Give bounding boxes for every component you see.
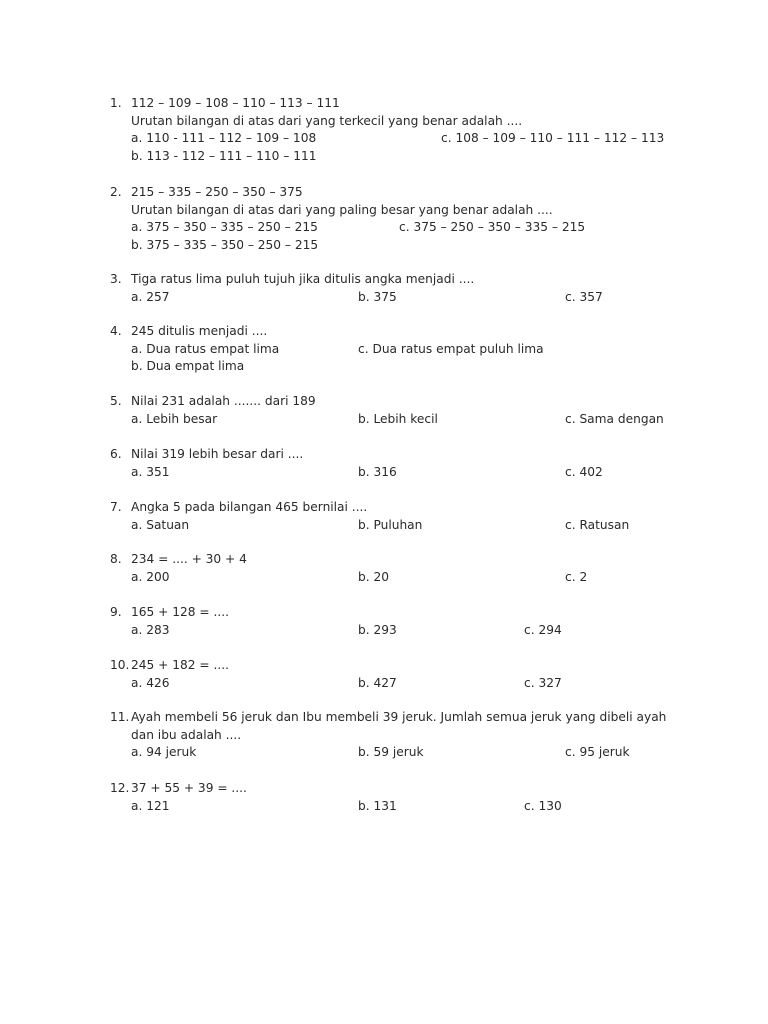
question-text: 165 + 128 = ....	[131, 605, 229, 619]
question-9	[110, 604, 730, 639]
question-5	[110, 393, 730, 428]
answer-option: b. 375	[358, 289, 397, 304]
question-number: 10.	[110, 658, 130, 672]
question-number: 8.	[110, 552, 122, 566]
question-number: 11.	[110, 710, 130, 724]
answer-option: a. Dua ratus empat lima	[131, 341, 280, 356]
question-7	[110, 499, 730, 534]
answer-option: c. 402	[565, 464, 603, 479]
question-text: 112 – 109 – 108 – 110 – 113 – 111	[131, 96, 340, 110]
question-8	[110, 551, 730, 586]
options-row	[110, 358, 730, 376]
question-text: Nilai 231 adalah ....... dari 189	[131, 394, 316, 408]
options-row	[110, 622, 730, 640]
question-3	[110, 271, 730, 306]
answer-option: c. 130	[524, 798, 562, 813]
question-number: 12.	[110, 781, 130, 795]
answer-option: b. Dua empat lima	[131, 359, 245, 373]
question-number: 9.	[110, 605, 122, 619]
answer-option: b. Lebih kecil	[358, 411, 438, 426]
question-text: 245 ditulis menjadi ....	[131, 324, 268, 338]
question-2	[110, 184, 730, 254]
answer-option: c. 108 – 109 – 110 – 111 – 112 – 113	[441, 131, 665, 145]
answer-option: a. 257	[131, 289, 170, 304]
question-number: 7.	[110, 500, 122, 514]
options-row	[110, 675, 730, 693]
question-text: Tiga ratus lima puluh tujuh jika ditulis angka menjadi ....	[131, 272, 475, 286]
answer-option: a. Satuan	[131, 517, 190, 532]
options-row	[110, 569, 730, 587]
options-row	[110, 148, 730, 166]
options-row	[110, 464, 730, 482]
options-row	[110, 517, 730, 535]
question-text: Ayah membeli 56 jeruk dan Ibu membeli 39 jeruk. Jumlah semua jeruk yang dibeli ayah	[131, 710, 667, 724]
answer-option: a. 121	[131, 798, 170, 813]
answer-option: c. 375 – 250 – 350 – 335 – 215	[399, 220, 586, 234]
answer-option: b. 20	[358, 569, 389, 584]
question-6	[110, 446, 730, 481]
question-11	[110, 709, 730, 762]
question-number: 4.	[110, 324, 122, 338]
options-row	[110, 341, 730, 359]
answer-option: b. 375 – 335 – 350 – 250 – 215	[131, 237, 319, 252]
question-text: Nilai 319 lebih besar dari ....	[131, 447, 304, 461]
question-number: 2.	[110, 185, 122, 199]
question-10	[110, 657, 730, 692]
options-row	[110, 411, 730, 429]
answer-option: c. Ratusan	[565, 517, 630, 532]
answer-option: a. 110 - 111 – 112 – 109 – 108	[131, 131, 317, 145]
options-row	[110, 798, 730, 816]
answer-option: a. 426	[131, 675, 170, 690]
answer-option: a. 283	[131, 622, 170, 637]
question-text: 234 = .... + 30 + 4	[131, 552, 247, 566]
options-row	[110, 130, 730, 148]
answer-option: b. Puluhan	[358, 517, 423, 532]
question-4	[110, 323, 730, 376]
question-text: Angka 5 pada bilangan 465 bernilai ....	[131, 500, 368, 514]
question-text: 245 + 182 = ....	[131, 658, 229, 672]
answer-option: b. 59 jeruk	[358, 745, 424, 759]
answer-option: b. 427	[358, 675, 397, 690]
answer-option: c. 95 jeruk	[565, 745, 630, 759]
question-text-continued: Urutan bilangan di atas dari yang paling besar yang benar adalah ....	[131, 202, 553, 217]
question-text-continued: Urutan bilangan di atas dari yang terkecil yang benar adalah ....	[131, 113, 523, 128]
answer-option: b. 113 - 112 – 111 – 110 – 111	[131, 148, 317, 163]
answer-option: b. 131	[358, 798, 397, 813]
answer-option: a. 375 – 350 – 335 – 250 – 215	[131, 220, 318, 234]
answer-option: a. 351	[131, 464, 170, 479]
question-text: 215 – 335 – 250 – 350 – 375	[131, 185, 303, 199]
answer-option: c. Dua ratus empat puluh lima	[358, 341, 544, 356]
answer-option: c. 357	[565, 289, 603, 304]
question-text: 37 + 55 + 39 = ....	[131, 781, 247, 795]
answer-option: b. 316	[358, 464, 397, 479]
question-number: 3.	[110, 272, 122, 286]
options-row	[110, 219, 730, 237]
question-number: 5.	[110, 394, 122, 408]
answer-option: c. Sama dengan	[565, 411, 664, 426]
answer-option: a. 200	[131, 569, 170, 584]
options-row	[110, 289, 730, 307]
answer-option: c. 294	[524, 622, 562, 637]
question-number: 6.	[110, 447, 122, 461]
question-number: 1.	[110, 96, 122, 110]
options-row	[110, 744, 730, 762]
answer-option: c. 327	[524, 675, 562, 690]
question-1	[110, 95, 730, 165]
answer-option: c. 2	[565, 569, 588, 584]
options-row	[110, 237, 730, 255]
question-12	[110, 780, 730, 815]
answer-option: a. Lebih besar	[131, 411, 218, 426]
question-text-continued: dan ibu adalah ....	[131, 727, 242, 742]
answer-option: a. 94 jeruk	[131, 745, 197, 759]
answer-option: b. 293	[358, 622, 397, 637]
